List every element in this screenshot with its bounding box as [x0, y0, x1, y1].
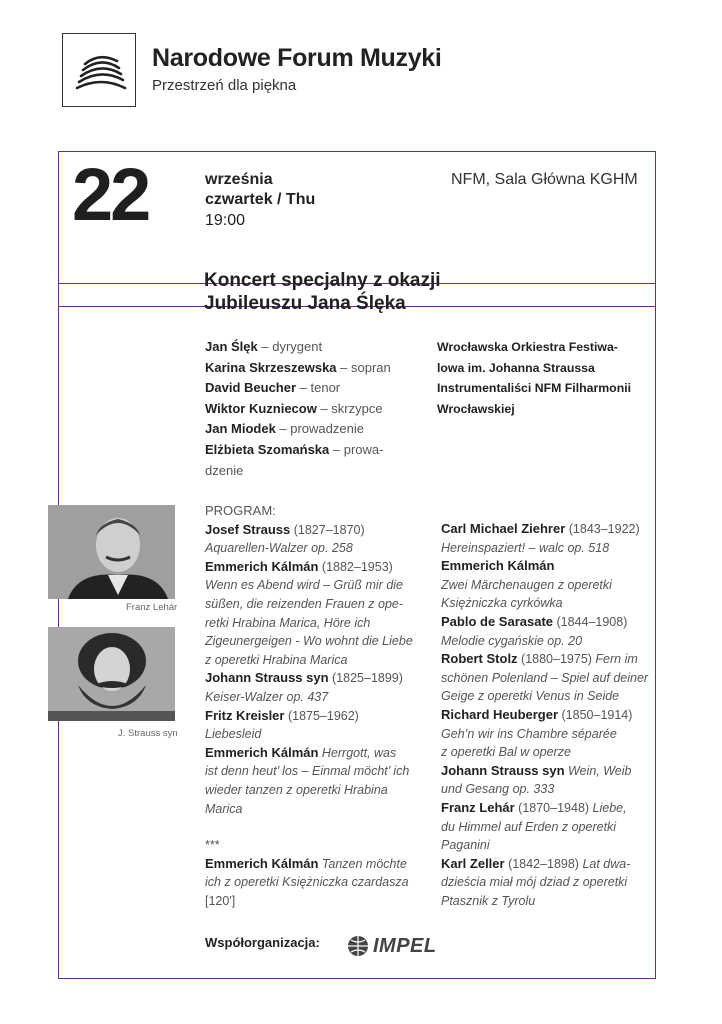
program-item: Karl Zeller (1842–1898) Lat dwa- [441, 855, 631, 871]
program-work: ich z operetki Księżniczka czardasza [205, 875, 409, 890]
program-item: Carl Michael Ziehrer (1843–1922) [441, 521, 640, 536]
program-work: und Gesang op. 333 [441, 782, 555, 797]
performer: Karina Skrzeszewska – sopran [205, 359, 391, 375]
program-work: Zwei Märchenaugen z operetki [441, 577, 612, 592]
program-work: Zigeunergeigen - Wo wohnt die Liebe [205, 634, 413, 649]
program-item: Emmerich Kálmán (1882–1953) [205, 558, 393, 574]
concert-title-line1: Koncert specjalny z okazji [204, 270, 441, 291]
program-work: Wenn es Abend wird – Grüß mir die [205, 578, 403, 593]
program-work: retki Hrabina Marica, Höre ich [205, 615, 371, 630]
program-work: Geh’n wir ins Chambre séparée [441, 726, 617, 741]
program-work: Keiser-Walzer op. 437 [205, 689, 329, 704]
program-item: Johann Strauss syn (1825–1899) [205, 670, 403, 686]
program-item: Emmerich Kálmán Tanzen möchte [205, 855, 407, 871]
program-right-column [441, 520, 651, 910]
program-work: du Himmel auf Erden z operetki [441, 819, 617, 834]
program-work: schönen Polenland – Spiel auf deiner [441, 670, 649, 685]
program-item: Pablo de Sarasate (1844–1908) [441, 613, 628, 629]
performer: Jan Ślęk – dyrygent [205, 339, 323, 354]
program-item: Franz Lehár (1870–1948) Liebe, [441, 799, 627, 815]
concert-title [204, 269, 441, 315]
orchestra-line: Instrumentaliści NFM Filharmonii [437, 381, 632, 396]
event-month: września [205, 171, 273, 188]
caption-franz-lehar: Franz Lehár [126, 602, 178, 613]
program-item: Emmerich Kálmán Herrgott, was [205, 744, 397, 760]
program-work: Księżniczka cyrkówka [441, 596, 563, 611]
program-work: Paganini [441, 838, 490, 853]
program-label: PROGRAM: [205, 503, 276, 518]
program-work: dzieścia miał mój dziad z operetki [441, 875, 628, 890]
program-item: Johann Strauss syn Wein, Weib [441, 762, 632, 778]
event-time: 19:00 [205, 212, 246, 229]
program-work: Marica [205, 801, 243, 816]
program-left-column [205, 502, 415, 910]
impel-sponsor-logo [347, 934, 437, 958]
coorganization-label: Współorganizacja: [205, 935, 320, 950]
program-item: Richard Heuberger (1850–1914) [441, 706, 633, 722]
program-work: wieder tanzen z operetki Hrabina [205, 782, 388, 797]
nfm-wave-logo-icon [63, 34, 137, 108]
event-weekday: czwartek / Thu [205, 191, 316, 208]
program-item: Fritz Kreisler (1875–1962) [205, 707, 359, 723]
intermission-marker: *** [205, 838, 220, 853]
impel-logo-text: IMPEL [373, 935, 437, 957]
program-item: Josef Strauss (1827–1870) [205, 521, 365, 537]
program-work: Geige z operetki Venus in Seide [441, 689, 620, 704]
orchestra-line: Wrocławskiej [437, 401, 515, 416]
program-work: süßen, die reizenden Frauen z ope- [205, 596, 404, 611]
brand-title: Narodowe Forum Muzyki [152, 44, 442, 72]
concert-title-line2: Jubileuszu Jana Ślęka [204, 293, 406, 314]
program-work: Melodie cygańskie op. 20 [441, 633, 583, 648]
brand-subtitle: Przestrzeń dla piękna [152, 77, 297, 94]
orchestra-line: Wrocławska Orkiestra Festiwa- [437, 340, 618, 354]
performer-role-continued: dzenie [205, 462, 244, 478]
performer: David Beucher – tenor [205, 380, 341, 396]
portrait-lehar-image [48, 505, 175, 599]
portrait-strauss-image [48, 627, 175, 721]
portrait-johann-strauss [48, 627, 175, 721]
performers-list [205, 337, 405, 481]
program-duration: [120'] [205, 893, 236, 908]
performer: Jan Miodek – prowadzenie [205, 421, 364, 437]
program-work: Aquarellen-Walzer op. 258 [205, 541, 353, 556]
event-venue: NFM, Sala Główna KGHM [451, 171, 638, 188]
performer: Wiktor Kuzniecow – skrzypce [205, 400, 383, 416]
program-work: z operetki Bal w operze [441, 745, 571, 760]
orchestra-list [437, 337, 647, 419]
caption-johann-strauss: J. Strauss syn [118, 728, 178, 739]
orchestra-line: lowa im. Johanna Straussa [437, 360, 595, 375]
program-item: Emmerich Kálmán [441, 558, 555, 574]
performer: Elżbieta Szomańska – prowa- [205, 441, 384, 457]
portrait-franz-lehar [48, 505, 175, 599]
program-work: Ptasznik z Tyrolu [441, 893, 536, 908]
program-work: Hereinspaziert! – walc op. 518 [441, 540, 610, 555]
program-work: z operetki Hrabina Marica [205, 652, 348, 667]
nfm-logo [62, 33, 136, 107]
event-day: 22 [72, 153, 149, 236]
program-item: Robert Stolz (1880–1975) Fern im [441, 651, 638, 667]
program-work: Liebesleid [205, 727, 262, 742]
program-work: ist denn heut’ los – Einmal möcht’ ich [205, 764, 410, 779]
